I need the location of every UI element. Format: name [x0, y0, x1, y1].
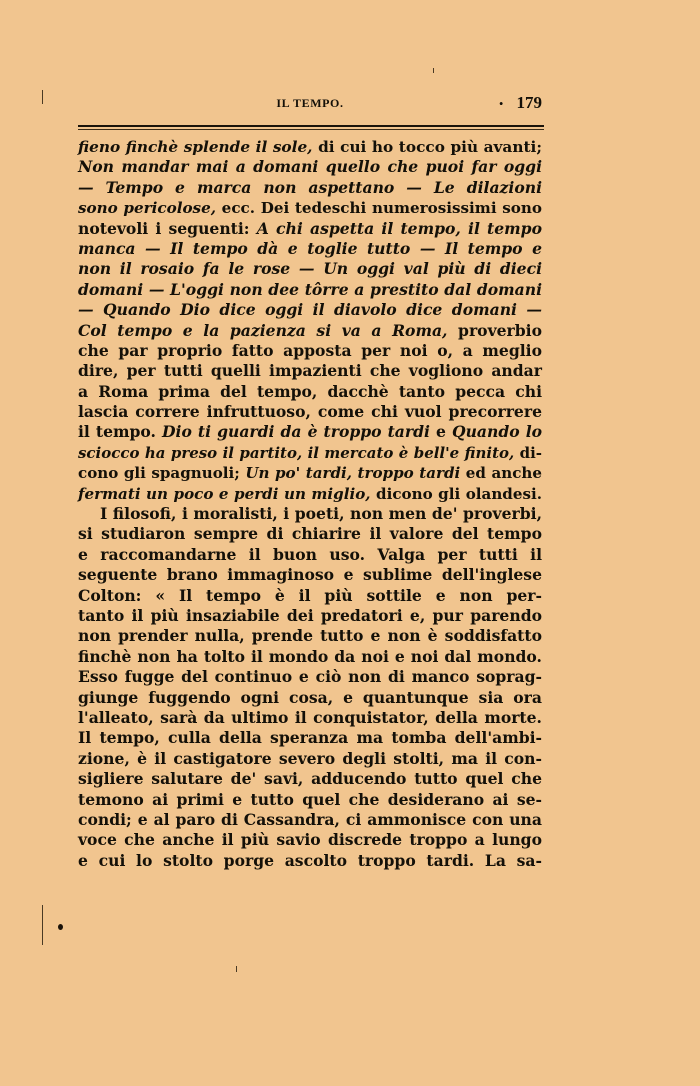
text-line — [78, 402, 542, 422]
text-segment: voce che anche il più savio discrede troppo a lungo — [78, 830, 542, 850]
text-line — [78, 157, 542, 177]
text-segment: Non mandar mai a domani quello che puoi far oggi — [78, 157, 542, 177]
page-header — [78, 94, 542, 116]
text-segment: dicono gli olandesi. — [370, 484, 542, 503]
text-line — [78, 504, 542, 524]
text-segment: Quando lo — [451, 422, 543, 442]
page-number: 179 — [516, 93, 542, 112]
text-segment: giunge fuggendo ogni cosa, e quantunque sia ora — [78, 687, 542, 707]
text-line — [78, 463, 542, 483]
text-line — [78, 422, 542, 442]
margin-mark — [42, 905, 43, 945]
text-segment: condi; e al paro di Cassandra, ci ammonisce con una — [78, 809, 542, 829]
text-segment: Un po' tardi, troppo tardi — [245, 464, 461, 483]
header-rule — [78, 125, 544, 127]
text-line — [78, 810, 542, 830]
text-segment: e cui lo stolto porge ascolto troppo tardi. La sa- — [78, 850, 542, 870]
text-line — [78, 219, 542, 239]
text-line — [78, 586, 542, 606]
text-segment: cono gli spagnuoli; — [78, 464, 246, 483]
text-segment: sciocco ha preso il partito, il mercato è bell'e finito, — [78, 443, 515, 462]
text-segment: Col tempo e la pazienza si va a Roma, — [78, 320, 448, 340]
text-line — [78, 688, 542, 708]
text-line — [78, 626, 542, 646]
text-line — [78, 484, 542, 504]
text-line — [78, 647, 542, 667]
text-segment: notevoli i seguenti: — [78, 218, 257, 238]
running-title: IL TEMPO. — [276, 96, 344, 110]
header-rule-thin — [78, 129, 544, 130]
text-segment: e raccomandarne il buon uso. Valga per tutti il — [78, 544, 542, 564]
text-segment: ed anche — [460, 464, 542, 483]
text-segment: proverbio — [447, 320, 542, 340]
text-line — [78, 300, 542, 320]
text-segment: non prender nulla, prende tutto e non è soddisfatto — [78, 626, 542, 646]
text-line — [78, 178, 542, 198]
text-line — [78, 728, 542, 748]
text-segment: — Tempo e marca non aspettano — Le dilazioni — [78, 177, 542, 197]
text-segment: che par proprio fatto apposta per noi o, a meglio — [78, 340, 542, 360]
text-segment: lascia correre infruttuoso, come chi vuol precorrere — [78, 402, 542, 422]
text-line — [78, 708, 542, 728]
text-segment: sigliere salutare de' savi, adducendo tutto quel che — [78, 769, 542, 789]
text-segment: di- — [514, 443, 543, 462]
text-line — [78, 851, 542, 871]
text-line — [78, 361, 542, 381]
text-line — [78, 259, 542, 279]
text-segment: fieno finchè splende il sole, — [78, 138, 313, 156]
text-line — [78, 769, 542, 789]
text-segment: Il tempo, culla della speranza ma tomba dell'ambi- — [78, 728, 542, 748]
text-segment: — Quando Dio dice oggi il diavolo dice domani — — [78, 300, 542, 320]
text-line — [78, 667, 542, 687]
margin-mark — [42, 90, 43, 104]
text-line — [78, 830, 542, 850]
text-line — [78, 239, 542, 259]
margin-mark — [236, 966, 237, 972]
text-segment: temono ai primi e tutto quel che desiderano ai se- — [78, 789, 542, 809]
text-line — [78, 382, 542, 402]
text-segment: zione, è il castigatore severo degli stolti, ma il con- — [78, 748, 542, 768]
text-segment: si studiaron sempre di chiarire il valore del tempo — [78, 524, 542, 544]
text-segment: non il rosaio fa le rose — Un oggi val più di dieci — [78, 259, 542, 279]
text-segment: Dio ti guardi da è troppo tardi — [162, 422, 430, 442]
text-line — [78, 341, 542, 361]
text-segment: l'alleato, sarà da ultimo il conquistator, della morte. — [78, 707, 542, 727]
text-segment: a Roma prima del tempo, dacchè tanto pecca chi — [78, 381, 542, 401]
margin-mark — [433, 68, 434, 73]
text-segment: fermati un poco e perdi un miglio, — [78, 484, 371, 503]
text-line — [78, 565, 542, 585]
text-segment: seguente brano immaginoso e sublime dell'inglese — [78, 565, 542, 585]
text-line — [78, 137, 542, 157]
text-line — [78, 749, 542, 769]
text-segment: sono pericolose, — [78, 199, 216, 218]
body-text — [78, 137, 542, 871]
text-line — [78, 443, 542, 463]
text-line — [78, 321, 542, 341]
folio-dot: · — [498, 94, 504, 113]
text-segment: Colton: « Il tempo è il più sottile e non per- — [78, 585, 542, 605]
text-segment: domani — L'oggi non dee tôrre a prestito dal domani — [78, 279, 542, 299]
text-line — [78, 524, 542, 544]
ink-speck — [58, 924, 63, 930]
text-line — [78, 606, 542, 626]
text-line — [78, 790, 542, 810]
text-segment: tanto il più insaziabile dei predatori e, pur parendo — [78, 605, 542, 625]
text-segment: ecc. Dei tedeschi numerosissimi sono — [215, 199, 543, 218]
text-segment: manca — Il tempo dà e toglie tutto — Il tempo e — [78, 238, 542, 258]
text-segment: I filosofi, i moralisti, i poeti, non men de' proverbi, — [100, 504, 542, 524]
text-segment: finchè non ha tolto il mondo da noi e noi dal mondo. — [78, 646, 542, 666]
text-segment: e — [429, 422, 452, 442]
text-segment: Esso fugge del continuo e ciò non di manco soprag- — [78, 667, 542, 687]
text-segment: A chi aspetta il tempo, il tempo — [256, 218, 542, 238]
text-line — [78, 198, 542, 218]
text-line — [78, 280, 542, 300]
text-segment: il tempo. — [78, 422, 163, 442]
text-line — [78, 545, 542, 565]
text-segment: dire, per tutti quelli impazienti che vogliono andar — [78, 361, 542, 381]
text-segment: di cui ho tocco più avanti; — [312, 138, 542, 156]
